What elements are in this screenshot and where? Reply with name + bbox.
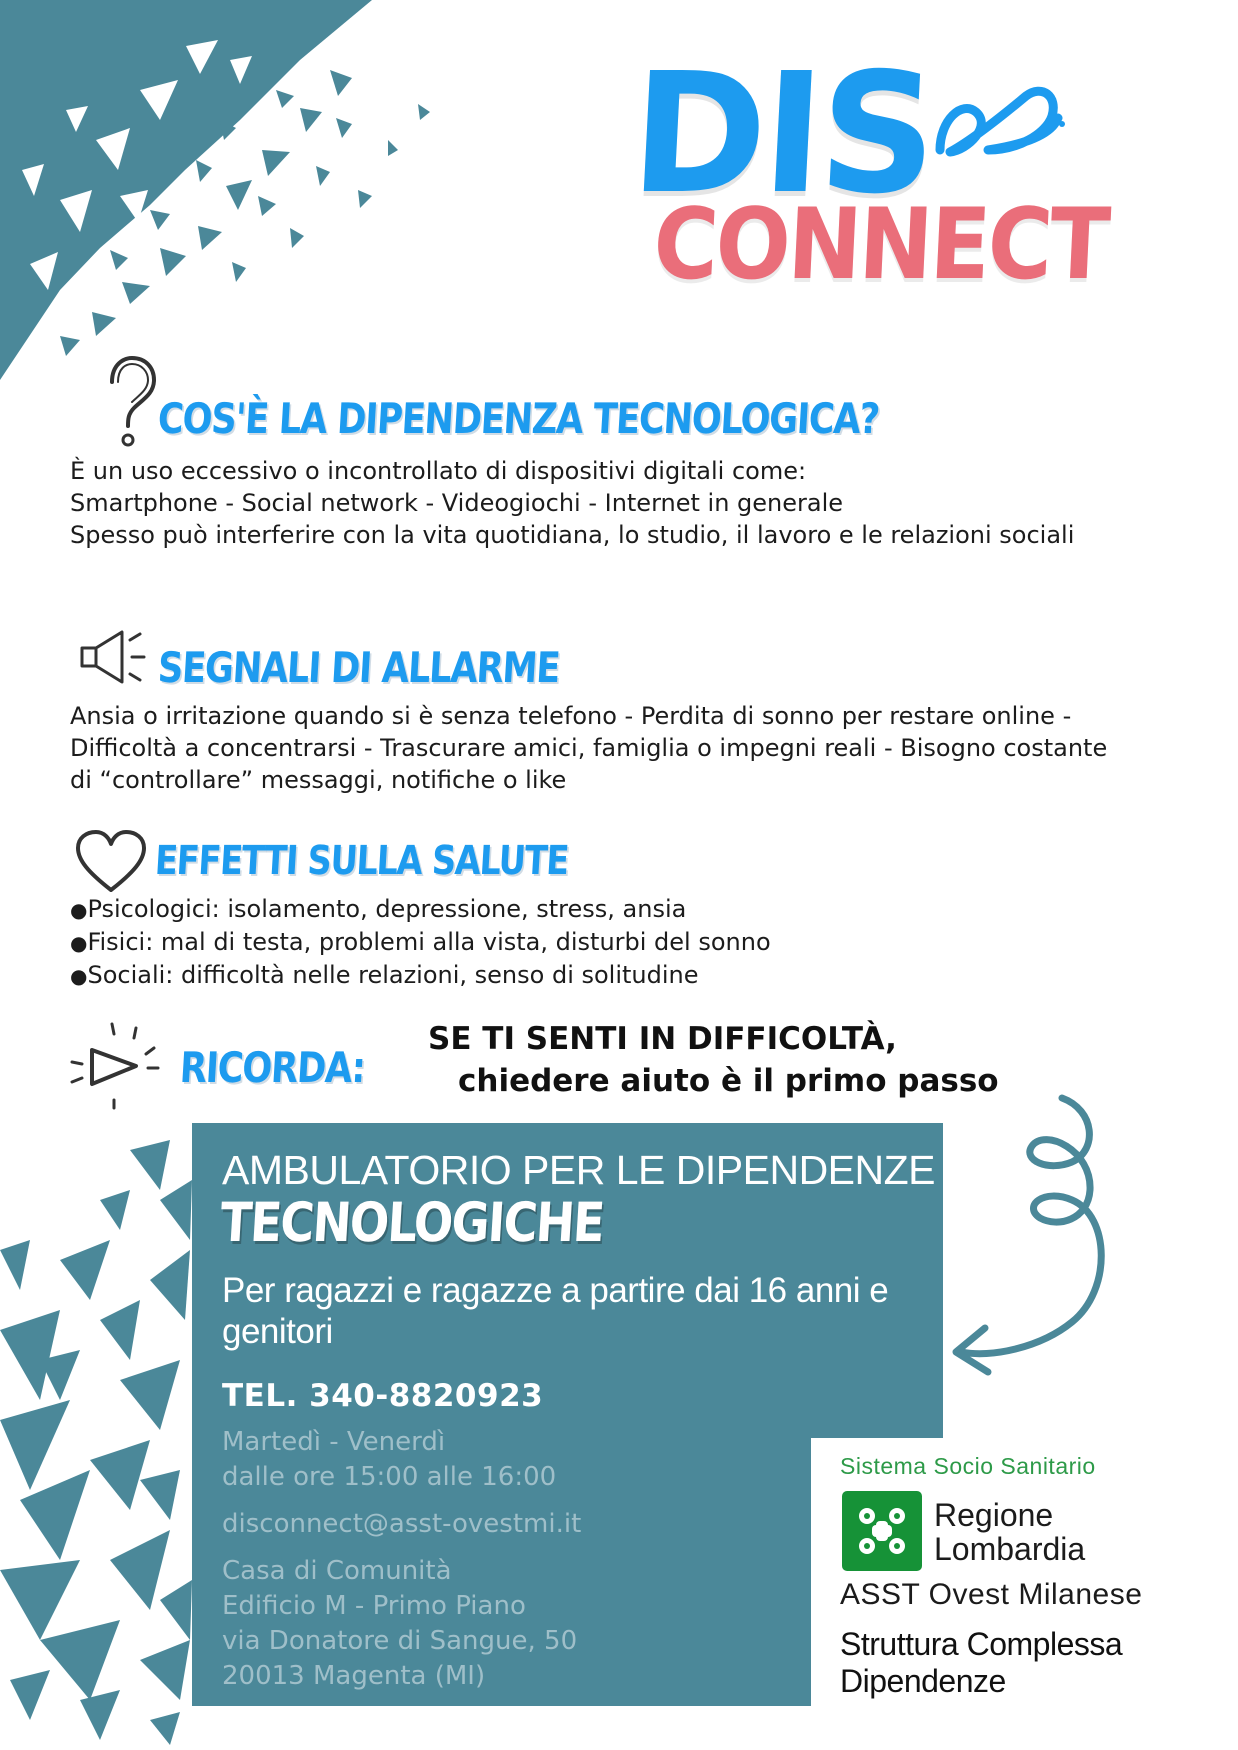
top-left-white-shards — [22, 40, 252, 290]
what-line-2: Smartphone - Social network - Videogiochi - Internet in generale — [70, 489, 844, 517]
section-title-remember: RICORDA: — [178, 1043, 367, 1092]
heart-icon — [74, 828, 148, 894]
clinic-address-line-1: Casa di Comunità — [222, 1556, 452, 1586]
top-left-shards — [60, 70, 430, 356]
unit-name-line-1: Struttura Complessa — [840, 1626, 1123, 1662]
bullet-icon: ● — [70, 898, 88, 922]
clinic-address-line-2: Edificio M - Primo Piano — [222, 1591, 526, 1621]
logo-bow — [940, 91, 1058, 152]
list-item: ●Fisici: mal di testa, problemi alla vista, disturbi del sonno — [70, 928, 771, 956]
curly-arrow — [962, 1098, 1101, 1354]
section-title-what: COS'È LA DIPENDENZA TECNOLOGICA? — [156, 394, 881, 443]
logo-dis: DIS — [626, 38, 938, 231]
play-icon — [62, 1020, 172, 1110]
regione-lombardia-rose-icon — [842, 1491, 922, 1571]
org-system-name: Sistema Socio Sanitario — [840, 1453, 1096, 1479]
clinic-phone[interactable]: TEL. 340-8820923 — [222, 1378, 544, 1414]
clinic-hours: dalle ore 15:00 alle 16:00 — [222, 1462, 557, 1492]
what-line-3: Spesso può interferire con la vita quotidiana, lo studio, il lavoro e le relazioni sociali — [70, 521, 1075, 549]
top-left-corner-shape — [0, 0, 372, 380]
bottom-left-shards — [0, 1140, 192, 1745]
section-alarm-text: Ansia o irritazione quando si è senza telefono - Perdita di sonno per restare online - Difficoltà a concentrarsi - Trascurare amici, famiglia o impegni reali - Bisogno costante di “controllare” messaggi, notifiche o like — [70, 702, 1108, 794]
section-title-alarm: SEGNALI DI ALLARME — [156, 643, 561, 692]
clinic-title-emphasis: TECNOLOGICHE — [218, 1191, 605, 1254]
clinic-days: Martedì - Venerdì — [222, 1427, 446, 1457]
region-name — [934, 1498, 1085, 1566]
clinic-title: AMBULATORIO PER LE DIPENDENZE — [222, 1147, 936, 1193]
list-item: ●Sociali: difficoltà nelle relazioni, senso di solitudine — [70, 961, 699, 989]
curly-arrow-head — [956, 1328, 988, 1372]
clinic-address-line-4: 20013 Magenta (MI) — [222, 1661, 486, 1691]
megaphone-icon — [76, 626, 148, 688]
region-name-line-2: Lombardia — [934, 1531, 1086, 1567]
health-bullet-list — [70, 893, 771, 992]
region-name-line-1: Regione — [934, 1497, 1054, 1533]
remember-line-2: chiedere aiuto è il primo passo — [458, 1063, 999, 1099]
remember-line-1: SE TI SENTI IN DIFFICOLTÀ, — [428, 1021, 897, 1057]
what-line-1: È un uso eccessivo o incontrollato di dispositivi digitali come: — [70, 457, 807, 485]
clinic-target-audience: Per ragazzi e ragazze a partire dai 16 anni e genitori — [222, 1271, 889, 1351]
logo-connect: CONNECT — [651, 188, 1110, 302]
clinic-address-line-3: via Donatore di Sangue, 50 — [222, 1626, 578, 1656]
clinic-email[interactable]: disconnect@asst-ovestmi.it — [222, 1509, 582, 1539]
unit-name — [840, 1626, 1122, 1700]
unit-name-line-2: Dipendenze — [840, 1663, 1006, 1699]
section-title-health: EFFETTI SULLA SALUTE — [153, 838, 570, 884]
bullet-icon: ● — [70, 931, 88, 955]
question-mark-icon — [98, 354, 158, 450]
asst-name: ASST Ovest Milanese — [840, 1578, 1143, 1611]
bullet-icon: ● — [70, 964, 88, 988]
section-what-text — [70, 455, 1130, 551]
list-item: ●Psicologici: isolamento, depressione, stress, ansia — [70, 895, 687, 923]
